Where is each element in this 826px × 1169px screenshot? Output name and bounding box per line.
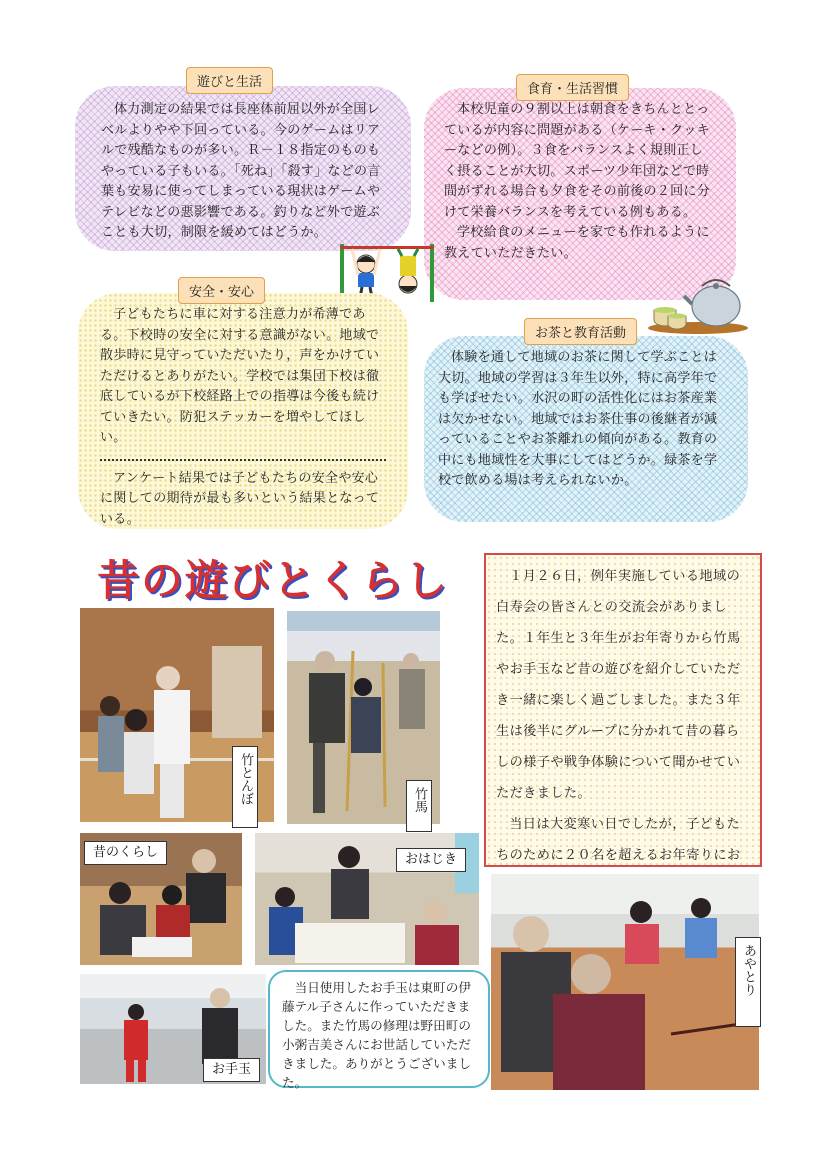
asobi-text: 体力測定の結果では長座体前屈以外が全国レベルよりやや下回っている。今のゲームはリアルで残酷なものが多い。Ｒ－１８指定のものもやっている子もいる。「死ね」「殺す」などの言葉も安易に使ってしまっている現状はゲームやテレビなどの悪影響である。釣りなど外で遊ぶことも大切，制限を緩めてはどうか。	[101, 102, 381, 240]
caption-kurashi: 昔のくらし	[84, 841, 167, 865]
dotted-divider	[100, 459, 386, 461]
anzen-bubble	[78, 293, 408, 529]
ocha-tag: お茶と教育活動	[524, 318, 637, 345]
caption-ohajiki: おはじき	[396, 848, 466, 872]
teapot-illustration	[646, 268, 750, 334]
thanks-text: 当日使用したお手玉は東町の伊藤テル子さんに作っていただきました。また竹馬の修理は野田町の小粥吉美さんにお世話していただきました。ありがとうございました。	[282, 980, 471, 1090]
asobi-tag: 遊びと生活	[186, 67, 273, 94]
caption-otedama: お手玉	[203, 1058, 260, 1082]
caption-ayatori: あやとり	[735, 937, 761, 1027]
caption-takeuma: 竹馬	[406, 780, 432, 832]
anzen-text-1: 子どもたちに車に対する注意力が希薄である。下校時の安全に対する意識がない。地域で散歩時に見守っていただいたり，声をかけていただけるとありがたい。学校では集団下校は徹底しているが下校経路上での指導は今後も続けていきたい。防犯ステッカーを増やしてほしい。	[100, 307, 380, 445]
shokuiku-text-2: 学校給食のメニューを家でも作れるように教えていただきたい。	[444, 225, 710, 261]
anzen-text-2: アンケート結果では子どもたちの安全や安心に関しての期待が最も多いという結果となっている。	[100, 470, 380, 527]
shokuiku-tag: 食育・生活習慣	[516, 74, 629, 101]
anzen-tag: 安全・安心	[178, 277, 265, 304]
report-text-2: 当日は大変寒い日でしたが，子どもたちのために２０名を超えるお年寄りにお	[496, 817, 741, 863]
photo-ayatori	[491, 874, 759, 1090]
feature-title: 昔の遊びとくらし	[97, 556, 450, 605]
photo-ayatori-scene	[491, 874, 759, 1090]
ocha-bubble	[424, 336, 748, 522]
report-box	[484, 553, 762, 867]
report-text-1: １月２６日，例年実施している地域の白寿会の皆さんとの交流会がありました。１年生と３年生がお年寄りから竹馬やお手玉など昔の遊びを紹介していただき一緒に楽しく過ごしました。また３年生は後半にグループに分かれて昔の暮らしの様子や戦争体験について聞かせていただきました。	[496, 569, 741, 801]
thanks-box	[268, 970, 490, 1088]
shokuiku-text-1: 本校児童の９割以上は朝食をきちんととっているが内容に問題がある（ケーキ・クッキーなどの例）。３食をバランスよく規則正しく摂ることが大切。スポーツ少年団などで時間がずれる場合も夕食をその前後の２回に分けて栄養バランスを考えている例もある。	[444, 102, 711, 220]
caption-taketombo: 竹とんぼ	[232, 746, 258, 828]
ocha-text: 体験を通して地域のお茶に関して学ぶことは大切。地域の学習は３年生以外，特に高学年でも学ばせたい。水沢の町の活性化にはお茶産業は欠かせない。地域ではお茶仕事の後継者が減っていることやお茶離れの傾向がある。教育の中にも地域性を大事にしてはどうか。緑茶を学校で飲める場は考えられないか。	[438, 350, 718, 488]
asobi-bubble	[75, 86, 411, 251]
